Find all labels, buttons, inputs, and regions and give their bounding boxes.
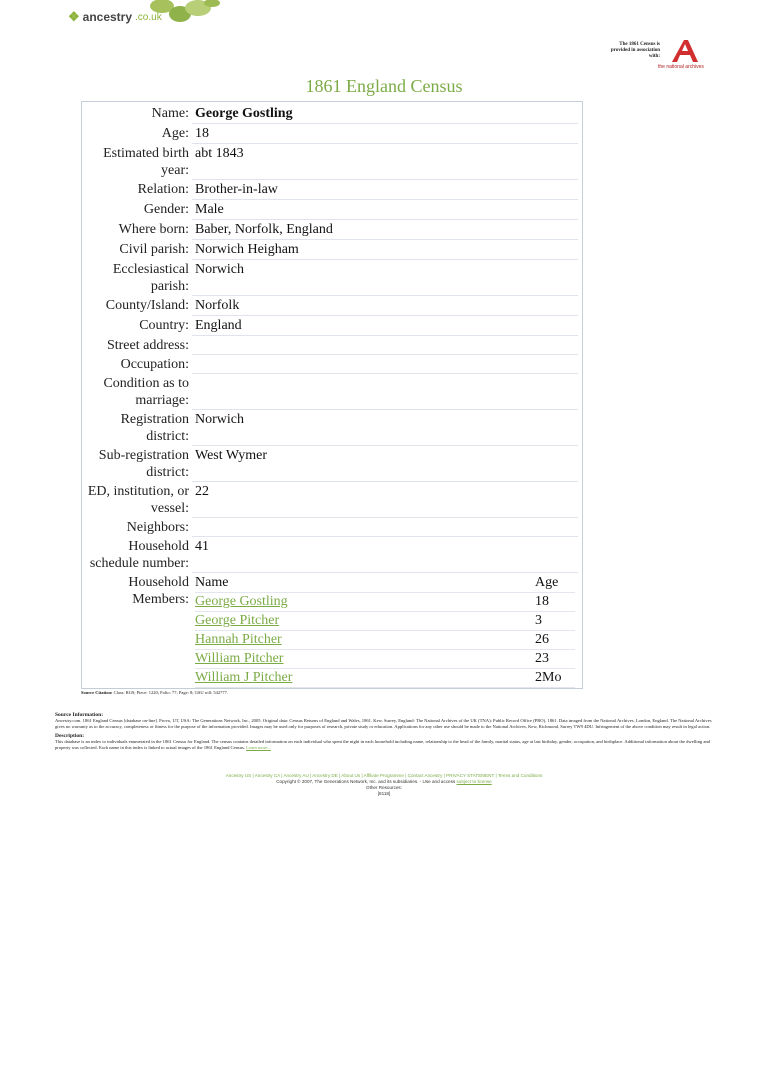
record-value: Male bbox=[192, 200, 578, 220]
household-row bbox=[82, 573, 578, 690]
member-age: 23 bbox=[535, 650, 575, 669]
record-panel bbox=[81, 101, 583, 689]
member-age: 18 bbox=[535, 593, 575, 612]
logo-name: ancestry bbox=[82, 10, 133, 24]
record-row bbox=[82, 260, 578, 296]
record-row bbox=[82, 104, 578, 124]
record-label: Where born: bbox=[118, 221, 189, 237]
footer-links[interactable]: Ancestry US | Ancestry CA | Ancestry AU | Ancestry DE | About Us | Affiliate Programme | Contact Ancestry | PRIVACY STATEMENT | Terms and Conditions bbox=[225, 773, 543, 778]
record-row bbox=[82, 180, 578, 200]
record-value: abt 1843 bbox=[192, 144, 578, 180]
household-header-row bbox=[195, 574, 575, 593]
record-value: West Wymer bbox=[192, 446, 578, 482]
record-row bbox=[82, 124, 578, 144]
member-link[interactable]: Hannah Pitcher bbox=[195, 632, 282, 647]
ancestry-logo[interactable] bbox=[68, 9, 162, 25]
national-archives-logo-icon bbox=[666, 38, 706, 64]
record-value: England bbox=[192, 316, 578, 336]
record-row bbox=[82, 200, 578, 220]
record-value bbox=[192, 336, 578, 355]
record-label: Street address: bbox=[106, 337, 189, 353]
household-member-row bbox=[195, 669, 575, 688]
record-label: Household schedule number: bbox=[89, 538, 189, 571]
record-value: George Gostling bbox=[192, 104, 578, 124]
record-label: Registration district: bbox=[120, 411, 189, 444]
description-heading: Description: bbox=[55, 733, 85, 739]
record-label: Ecclesiastical parish: bbox=[112, 261, 189, 294]
description-block bbox=[55, 739, 715, 751]
record-row bbox=[82, 336, 578, 355]
record-label: Neighbors: bbox=[126, 519, 189, 535]
record-value: Brother-in-law bbox=[192, 180, 578, 200]
member-link[interactable]: George Gostling bbox=[195, 594, 288, 609]
record-value: 22 bbox=[192, 482, 578, 518]
member-link[interactable]: William Pitcher bbox=[195, 651, 284, 666]
household-member-row bbox=[195, 612, 575, 631]
footer-other: Other Resources: bbox=[366, 785, 402, 790]
member-age: 2Mo bbox=[535, 669, 575, 688]
household-cell bbox=[192, 573, 578, 690]
footer bbox=[0, 773, 768, 797]
record-row bbox=[82, 410, 578, 446]
record-label: Relation: bbox=[137, 181, 189, 197]
record-row bbox=[82, 355, 578, 374]
household-member-row bbox=[195, 650, 575, 669]
record-label: Gender: bbox=[143, 201, 189, 217]
record-value bbox=[192, 374, 578, 410]
member-age: 26 bbox=[535, 631, 575, 650]
license-link[interactable]: subject to license bbox=[456, 779, 492, 784]
record-value: Norwich Heigham bbox=[192, 240, 578, 260]
household-member-row bbox=[195, 631, 575, 650]
source-information bbox=[55, 712, 715, 751]
record-row bbox=[82, 240, 578, 260]
record-row bbox=[82, 316, 578, 336]
record-row bbox=[82, 296, 578, 316]
record-row bbox=[82, 537, 578, 573]
record-label: County/Island: bbox=[105, 297, 189, 313]
source-citation bbox=[81, 690, 228, 695]
partner-label: the national archives bbox=[658, 64, 704, 70]
record-value: Baber, Norfolk, England bbox=[192, 220, 578, 240]
record-value: Norwich bbox=[192, 260, 578, 296]
record-value bbox=[192, 355, 578, 374]
footer-copyright: Copyright © 2007, The Generations Network, Inc. and its subsidiaries. - Use and access bbox=[276, 779, 456, 784]
member-link[interactable]: William J Pitcher bbox=[195, 670, 293, 685]
record-label: Occupation: bbox=[120, 356, 189, 372]
household-members-table bbox=[195, 574, 575, 688]
household-label: Household Members: bbox=[128, 574, 189, 607]
record-value: 41 bbox=[192, 537, 578, 573]
source-info-heading: Source Information: bbox=[55, 712, 104, 718]
record-row bbox=[82, 220, 578, 240]
col-age-header: Age bbox=[535, 574, 575, 593]
record-value: Norwich bbox=[192, 410, 578, 446]
record-value: 18 bbox=[192, 124, 578, 144]
page-title: 1861 England Census bbox=[305, 76, 463, 96]
description-text: This database is an index to individuals enumerated in the 1861 Census for England. The census contains detailed information on each individual who spent the night in each household including name, relationship to the head of the family, marital status, age at last birthday, gender, occupation, and birthplace. Additional information about the dwelling and property was collected. Each name in this index is linked to actual images of the 1861 England Census. bbox=[55, 739, 710, 750]
source-citation-text: Class: RG9; Piece: 1220; Folio: 77; Page: 8; GSU roll: 542777. bbox=[113, 690, 229, 695]
record-table bbox=[82, 104, 578, 689]
col-name-header: Name bbox=[195, 574, 535, 593]
record-label: Condition as to marriage: bbox=[103, 375, 189, 408]
partner-text: The 1861 Census is provided in association with: bbox=[610, 42, 660, 59]
record-value bbox=[192, 518, 578, 537]
member-age: 3 bbox=[535, 612, 575, 631]
logo-tld: .co.uk bbox=[135, 11, 162, 23]
record-label: Sub-registration district: bbox=[98, 447, 189, 480]
record-label: ED, institution, or vessel: bbox=[87, 483, 189, 516]
record-row bbox=[82, 374, 578, 410]
record-label: Country: bbox=[139, 317, 189, 333]
record-label: Age: bbox=[161, 125, 189, 141]
ancestry-leaf-icon: ❖ bbox=[68, 9, 80, 24]
record-label: Estimated birth year: bbox=[103, 145, 189, 178]
footer-code: [8118] bbox=[377, 791, 391, 796]
household-member-row bbox=[195, 593, 575, 612]
leaves-decoration-icon bbox=[150, 0, 220, 28]
record-label: Civil parish: bbox=[119, 241, 189, 257]
source-citation-label: Source Citation: bbox=[81, 690, 113, 695]
record-row bbox=[82, 446, 578, 482]
record-label: Name: bbox=[151, 106, 189, 121]
member-link[interactable]: George Pitcher bbox=[195, 613, 280, 628]
record-row bbox=[82, 482, 578, 518]
record-value: Norfolk bbox=[192, 296, 578, 316]
record-row bbox=[82, 518, 578, 537]
source-info-text: Ancestry.com. 1861 England Census [database on-line]. Provo, UT, USA: The Generations Network, Inc., 2005. Original data: Census Returns of England and Wales, 1861. Kew, Surrey, England: The National Archives of the UK (TNA): Public Record Office (PRO), 1861. Data imaged from the National Archives, London, England. The National Archives gives no warranty as to the accuracy, completeness or fitness for the purpose of the information provided. Images may be used only for purposes of research, private study or education. Applications for any other use should be made to the National Archives, Kew, Richmond, Surrey TW9 4DU. Infringement of the above condition may result in legal action. bbox=[55, 718, 712, 729]
record-row bbox=[82, 144, 578, 180]
learn-more-link[interactable]: Learn more... bbox=[246, 745, 271, 750]
